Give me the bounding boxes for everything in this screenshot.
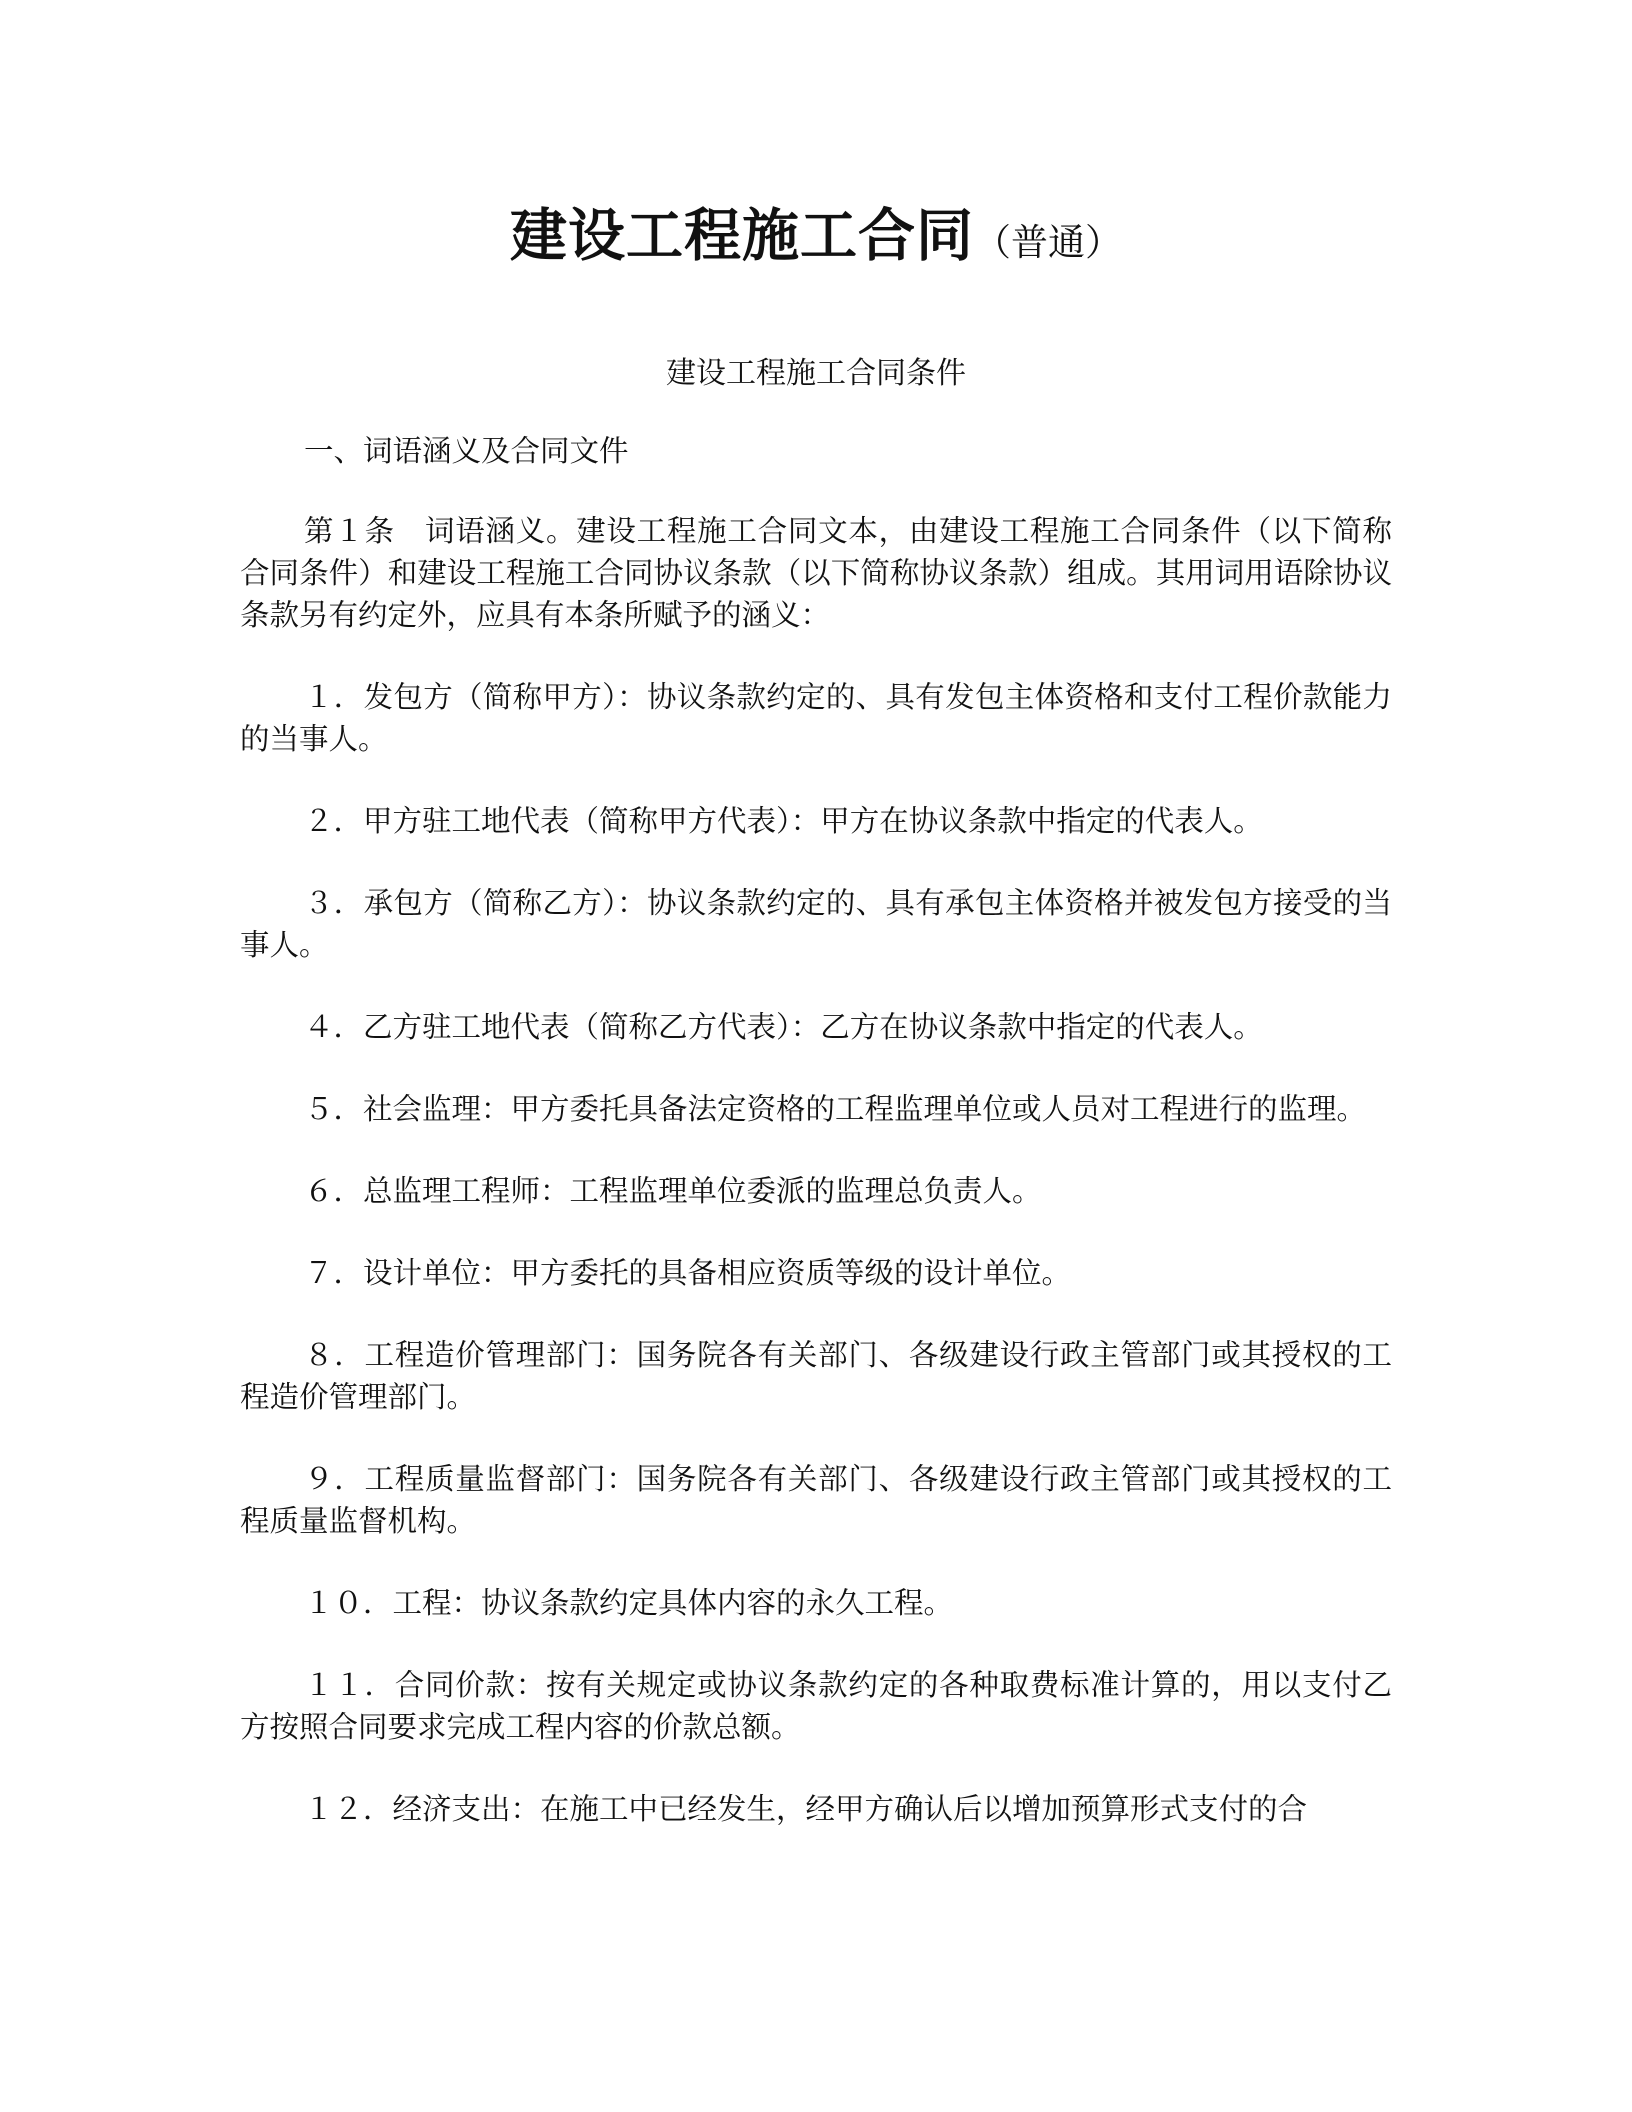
definition-item-1: １．发包方（简称甲方）：协议条款约定的、具有发包主体资格和支付工程价款能力的当事人。 — [240, 680, 1392, 756]
definition-item-4: ４．乙方驻工地代表（简称乙方代表）：乙方在协议条款中指定的代表人。 — [304, 1010, 1263, 1044]
document-title — [0, 190, 1632, 272]
section-heading: 一、词语涵义及合同文件 — [304, 434, 629, 468]
definition-item-6: ６．总监理工程师：工程监理单位委派的监理总负责人。 — [304, 1174, 1042, 1208]
definition-item-11: １１．合同价款：按有关规定或协议条款约定的各种取费标准计算的，用以支付乙方按照合同要求完成工程内容的价款总额。 — [240, 1668, 1392, 1744]
definition-item-9: ９．工程质量监督部门：国务院各有关部门、各级建设行政主管部门或其授权的工程质量监督机构。 — [240, 1462, 1392, 1538]
document-title-main: 建设工程施工合同 — [510, 203, 974, 269]
definition-item-2: ２．甲方驻工地代表（简称甲方代表）：甲方在协议条款中指定的代表人。 — [304, 804, 1263, 838]
article-1-paragraph: 第１条 词语涵义。建设工程施工合同文本，由建设工程施工合同条件（以下简称合同条件）和建设工程施工合同协议条款（以下简称协议条款）组成。其用词用语除协议条款另有约定外，应具有本条所赋予的涵义： — [240, 514, 1392, 632]
document-subtitle: 建设工程施工合同条件 — [666, 356, 966, 391]
definition-item-7: ７．设计单位：甲方委托的具备相应资质等级的设计单位。 — [304, 1256, 1072, 1290]
document-body — [240, 430, 1392, 1870]
definition-item-3: ３．承包方（简称乙方）：协议条款约定的、具有承包主体资格并被发包方接受的当事人。 — [240, 886, 1392, 962]
definition-item-10: １０．工程：协议条款约定具体内容的永久工程。 — [304, 1586, 954, 1620]
definition-item-8: ８．工程造价管理部门：国务院各有关部门、各级建设行政主管部门或其授权的工程造价管理部门。 — [240, 1338, 1392, 1414]
definition-item-5: ５．社会监理：甲方委托具备法定资格的工程监理单位或人员对工程进行的监理。 — [304, 1092, 1367, 1126]
definition-item-12: １２．经济支出：在施工中已经发生，经甲方确认后以增加预算形式支付的合 — [304, 1792, 1308, 1826]
document-title-suffix: （普通） — [974, 221, 1122, 264]
